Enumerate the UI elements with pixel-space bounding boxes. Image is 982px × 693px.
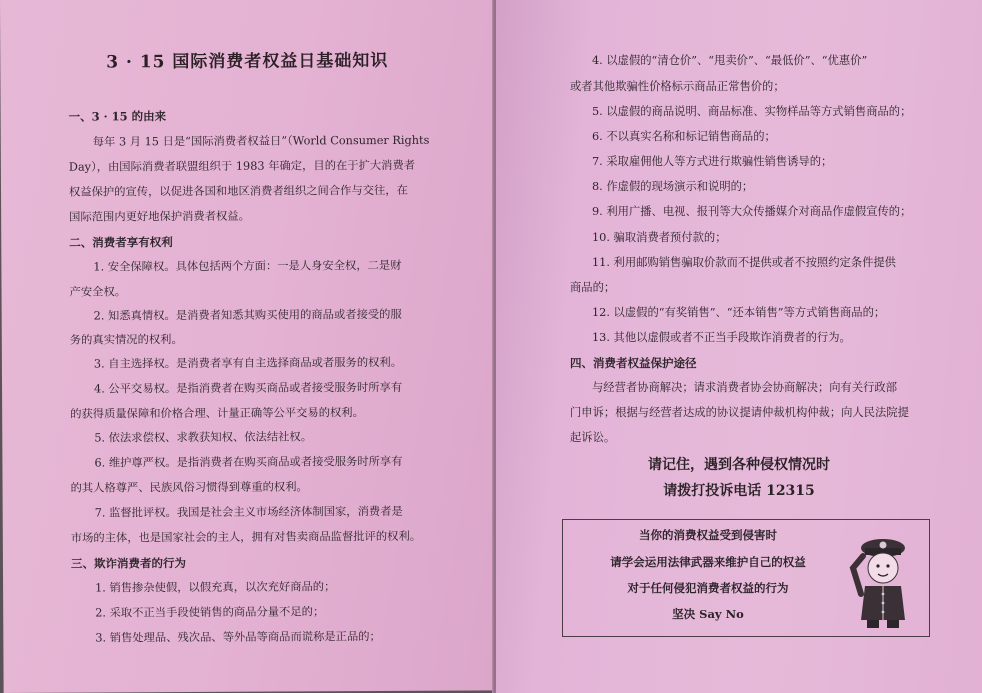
box-line-3: 对于任何侵犯消费者权益的行为: [627, 581, 789, 595]
fraud-line-1: 1. 销售掺杂使假，以假充真，以次充好商品的；: [95, 580, 336, 595]
rights-line-7: 的获得质量保障和价格合理、计量正确等公平交易的权利。: [70, 406, 364, 421]
rights-line-12: 市场的主体，也是国家社会的主人，拥有对售卖商品监督批评的权利。: [70, 529, 422, 545]
section-heading-origin: 一、3 · 15 的由来: [68, 109, 167, 124]
rights-line-2: 产安全权。: [69, 285, 127, 299]
rights-line-8: 5. 依法求偿权、求教获知权、依法结社权。: [94, 430, 313, 445]
rights-line-1: 1. 安全保障权。具体包括两个方面：一是人身安全权，二是财: [93, 258, 402, 274]
warning-box: [562, 519, 930, 637]
police-officer-illustration: [847, 528, 919, 630]
notice-remember: 请记住，遇到各种侵权情况时: [648, 457, 830, 473]
right-page: [496, 0, 982, 693]
section-heading-rights: 二、消费者享有权利: [69, 235, 173, 250]
rights-line-10: 的其人格尊严、民族风俗习惯得到尊重的权利。: [70, 480, 308, 495]
fraud-line-13: 13. 其他以虚假或者不正当手段欺诈消费者的行为。: [592, 331, 851, 344]
origin-line-2: Day），由国际消费者联盟组织于 1983 年确定，目的在于扩大消费者: [68, 158, 416, 174]
protection-line-2: 门申诉；根据与经营者达成的协议提请仲裁机构仲裁；向人民法院提: [570, 406, 909, 419]
box-line-1: 当你的消费权益受到侵害时: [639, 528, 777, 542]
rights-line-5: 3. 自主选择权。是消费者享有自主选择商品或者服务的权利。: [93, 355, 403, 371]
fraud-line-4: 4. 以虚假的“清仓价”、“甩卖价”、“最低价”、“优惠价”: [592, 54, 868, 67]
origin-line-4: 国际范围内更好地保护消费者权益。: [69, 209, 250, 224]
origin-line-1: 每年 3 月 15 日是“国际消费者权益日”（World Consumer Rights: [92, 133, 430, 149]
fraud-line-4-cont: 或者其他欺骗性价格标示商品正常售价的；: [570, 80, 785, 93]
fraud-line-7: 7. 采取雇佣他人等方式进行欺骗性销售诱导的；: [592, 155, 833, 168]
rights-line-3: 2. 知悉真情权。是消费者知悉其购买使用的商品或者接受的服: [93, 307, 402, 323]
fraud-line-6: 6. 不以真实名称和标记销售商品的；: [592, 130, 776, 143]
section-heading-fraud: 三、欺诈消费者的行为: [70, 556, 186, 571]
fraud-line-2: 2. 采取不正当手段使销售的商品分量不足的；: [95, 605, 325, 620]
protection-line-1: 与经营者协商解决；请求消费者协会协商解决；向有关行政部: [592, 381, 898, 394]
notice-hotline: 请拨打投诉电话 12315: [663, 483, 815, 499]
rights-line-9: 6. 维护尊严权。是指消费者在购买商品或者接受服务时所享有: [94, 454, 403, 470]
fraud-line-11-cont: 商品的；: [570, 281, 616, 294]
origin-line-3: 权益保护的宣传，以促进各国和地区消费者组织之间合作与交往，在: [68, 183, 408, 199]
fraud-line-3: 3. 销售处理品、残次品、等外品等商品而谎称是正品的；: [95, 630, 381, 645]
rights-line-4: 务的真实情况的权利。: [69, 333, 183, 347]
box-line-2: 请学会运用法律武器来维护自己的权益: [610, 555, 806, 569]
fraud-line-11: 11. 利用邮购销售骗取价款而不提供或者不按照约定条件提供: [592, 256, 896, 269]
section-heading-protection: 四、消费者权益保护途径: [570, 356, 697, 370]
document-title: 3 · 15 国际消费者权益日基础知识: [106, 50, 389, 73]
fraud-line-8: 8. 作虚假的现场演示和说明的；: [592, 180, 754, 193]
rights-line-11: 7. 监督批评权。我国是社会主义市场经济体制国家，消费者是: [94, 504, 403, 520]
protection-line-3: 起诉讼。: [570, 431, 616, 444]
fraud-line-9: 9. 利用广播、电视、报刊等大众传播媒介对商品作虚假宣传的；: [592, 205, 912, 218]
fraud-line-12: 12. 以虚假的“有奖销售”、“还本销售”等方式销售商品的；: [592, 306, 886, 319]
rights-line-6: 4. 公平交易权。是指消费者在购买商品或者接受服务时所享有: [94, 380, 403, 396]
fraud-line-10: 10. 骗取消费者预付款的；: [592, 231, 727, 244]
fraud-line-5: 5. 以虚假的商品说明、商品标准、实物样品等方式销售商品的；: [592, 105, 912, 118]
box-line-4: 坚决 Say No: [672, 607, 744, 621]
